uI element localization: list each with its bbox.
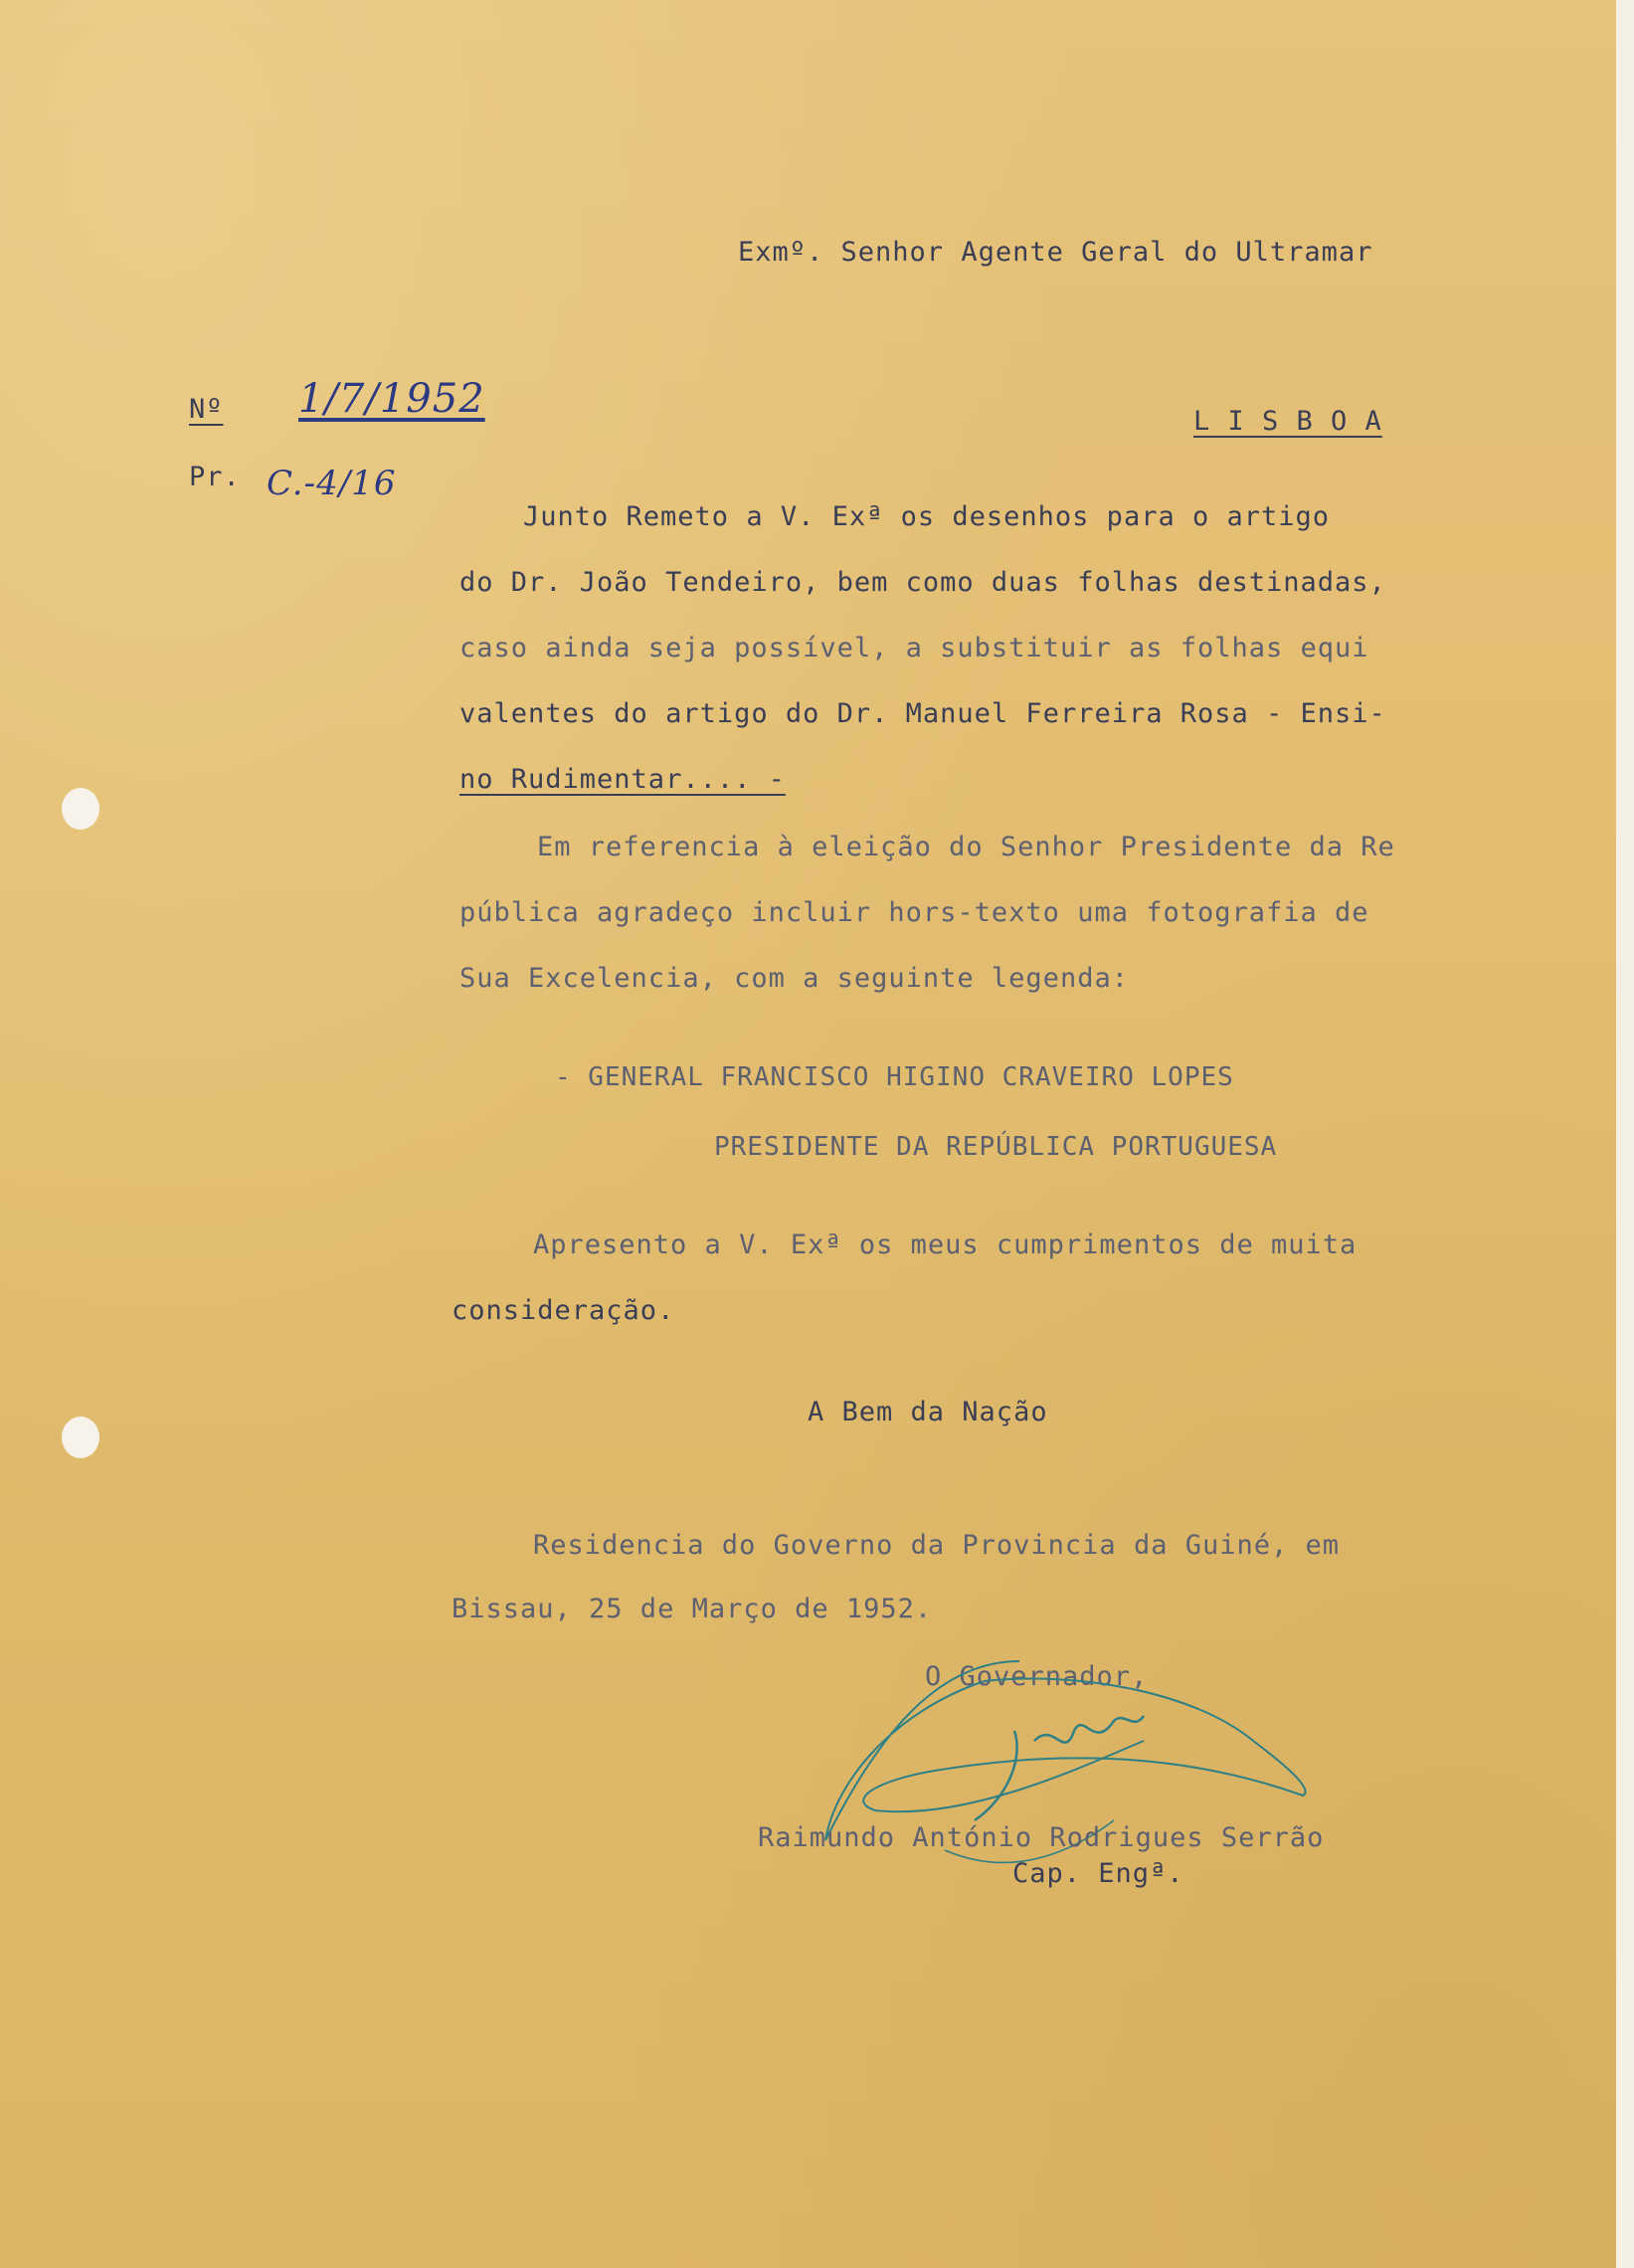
body-p3-line2: consideração. xyxy=(452,1295,675,1326)
signatory-name: Raimundo António Rodrigues Serrão xyxy=(758,1822,1325,1853)
body-p1-line4: valentes do artigo do Dr. Manuel Ferreira Rosa - Ensi- xyxy=(459,698,1386,729)
signatory-rank: Cap. Engª. xyxy=(1012,1858,1184,1889)
body-p1-line3: caso ainda seja possível, a substituir as folhas equi xyxy=(459,633,1369,663)
place-line: Residencia do Governo da Provincia da Guiné, em xyxy=(533,1530,1341,1561)
addressee-line: Exmº. Senhor Agente Geral do Ultramar xyxy=(738,237,1373,268)
legend-line2: PRESIDENTE DA REPÚBLICA PORTUGUESA xyxy=(714,1132,1278,1162)
punch-hole-top xyxy=(62,788,99,830)
punch-hole-bottom xyxy=(62,1417,99,1458)
body-p1-line2: do Dr. João Tendeiro, bem como duas folhas destinadas, xyxy=(459,567,1386,598)
legend-line1: - GENERAL FRANCISCO HIGINO CRAVEIRO LOPES xyxy=(555,1062,1234,1092)
city-heading: L I S B O A xyxy=(1193,406,1382,437)
body-p3-line1: Apresento a V. Exª os meus cumprimentos de muita xyxy=(533,1229,1358,1260)
signatory-title: O Governador, xyxy=(925,1661,1149,1692)
body-p2-line3: Sua Excelencia, com a seguinte legenda: xyxy=(459,963,1129,994)
body-p2-line1: Em referencia à eleição do Senhor Presidente da Re xyxy=(537,832,1395,862)
scan-edge xyxy=(1616,0,1634,2268)
body-p2-line2: pública agradeço incluir hors-texto uma fotografia de xyxy=(459,897,1369,928)
process-value: C.-4/16 xyxy=(267,464,397,503)
process-label: Pr. xyxy=(189,462,241,492)
date-line: Bissau, 25 de Março de 1952. xyxy=(452,1594,933,1624)
closing-motto: A Bem da Nação xyxy=(808,1397,1048,1427)
body-p1-line1: Junto Remeto a V. Exª os desenhos para o artigo xyxy=(523,501,1331,532)
reference-number-value: 1/7/1952 xyxy=(298,376,485,422)
reference-number-label: Nº xyxy=(189,394,224,425)
body-p1-line5: no Rudimentar.... - xyxy=(459,764,786,795)
